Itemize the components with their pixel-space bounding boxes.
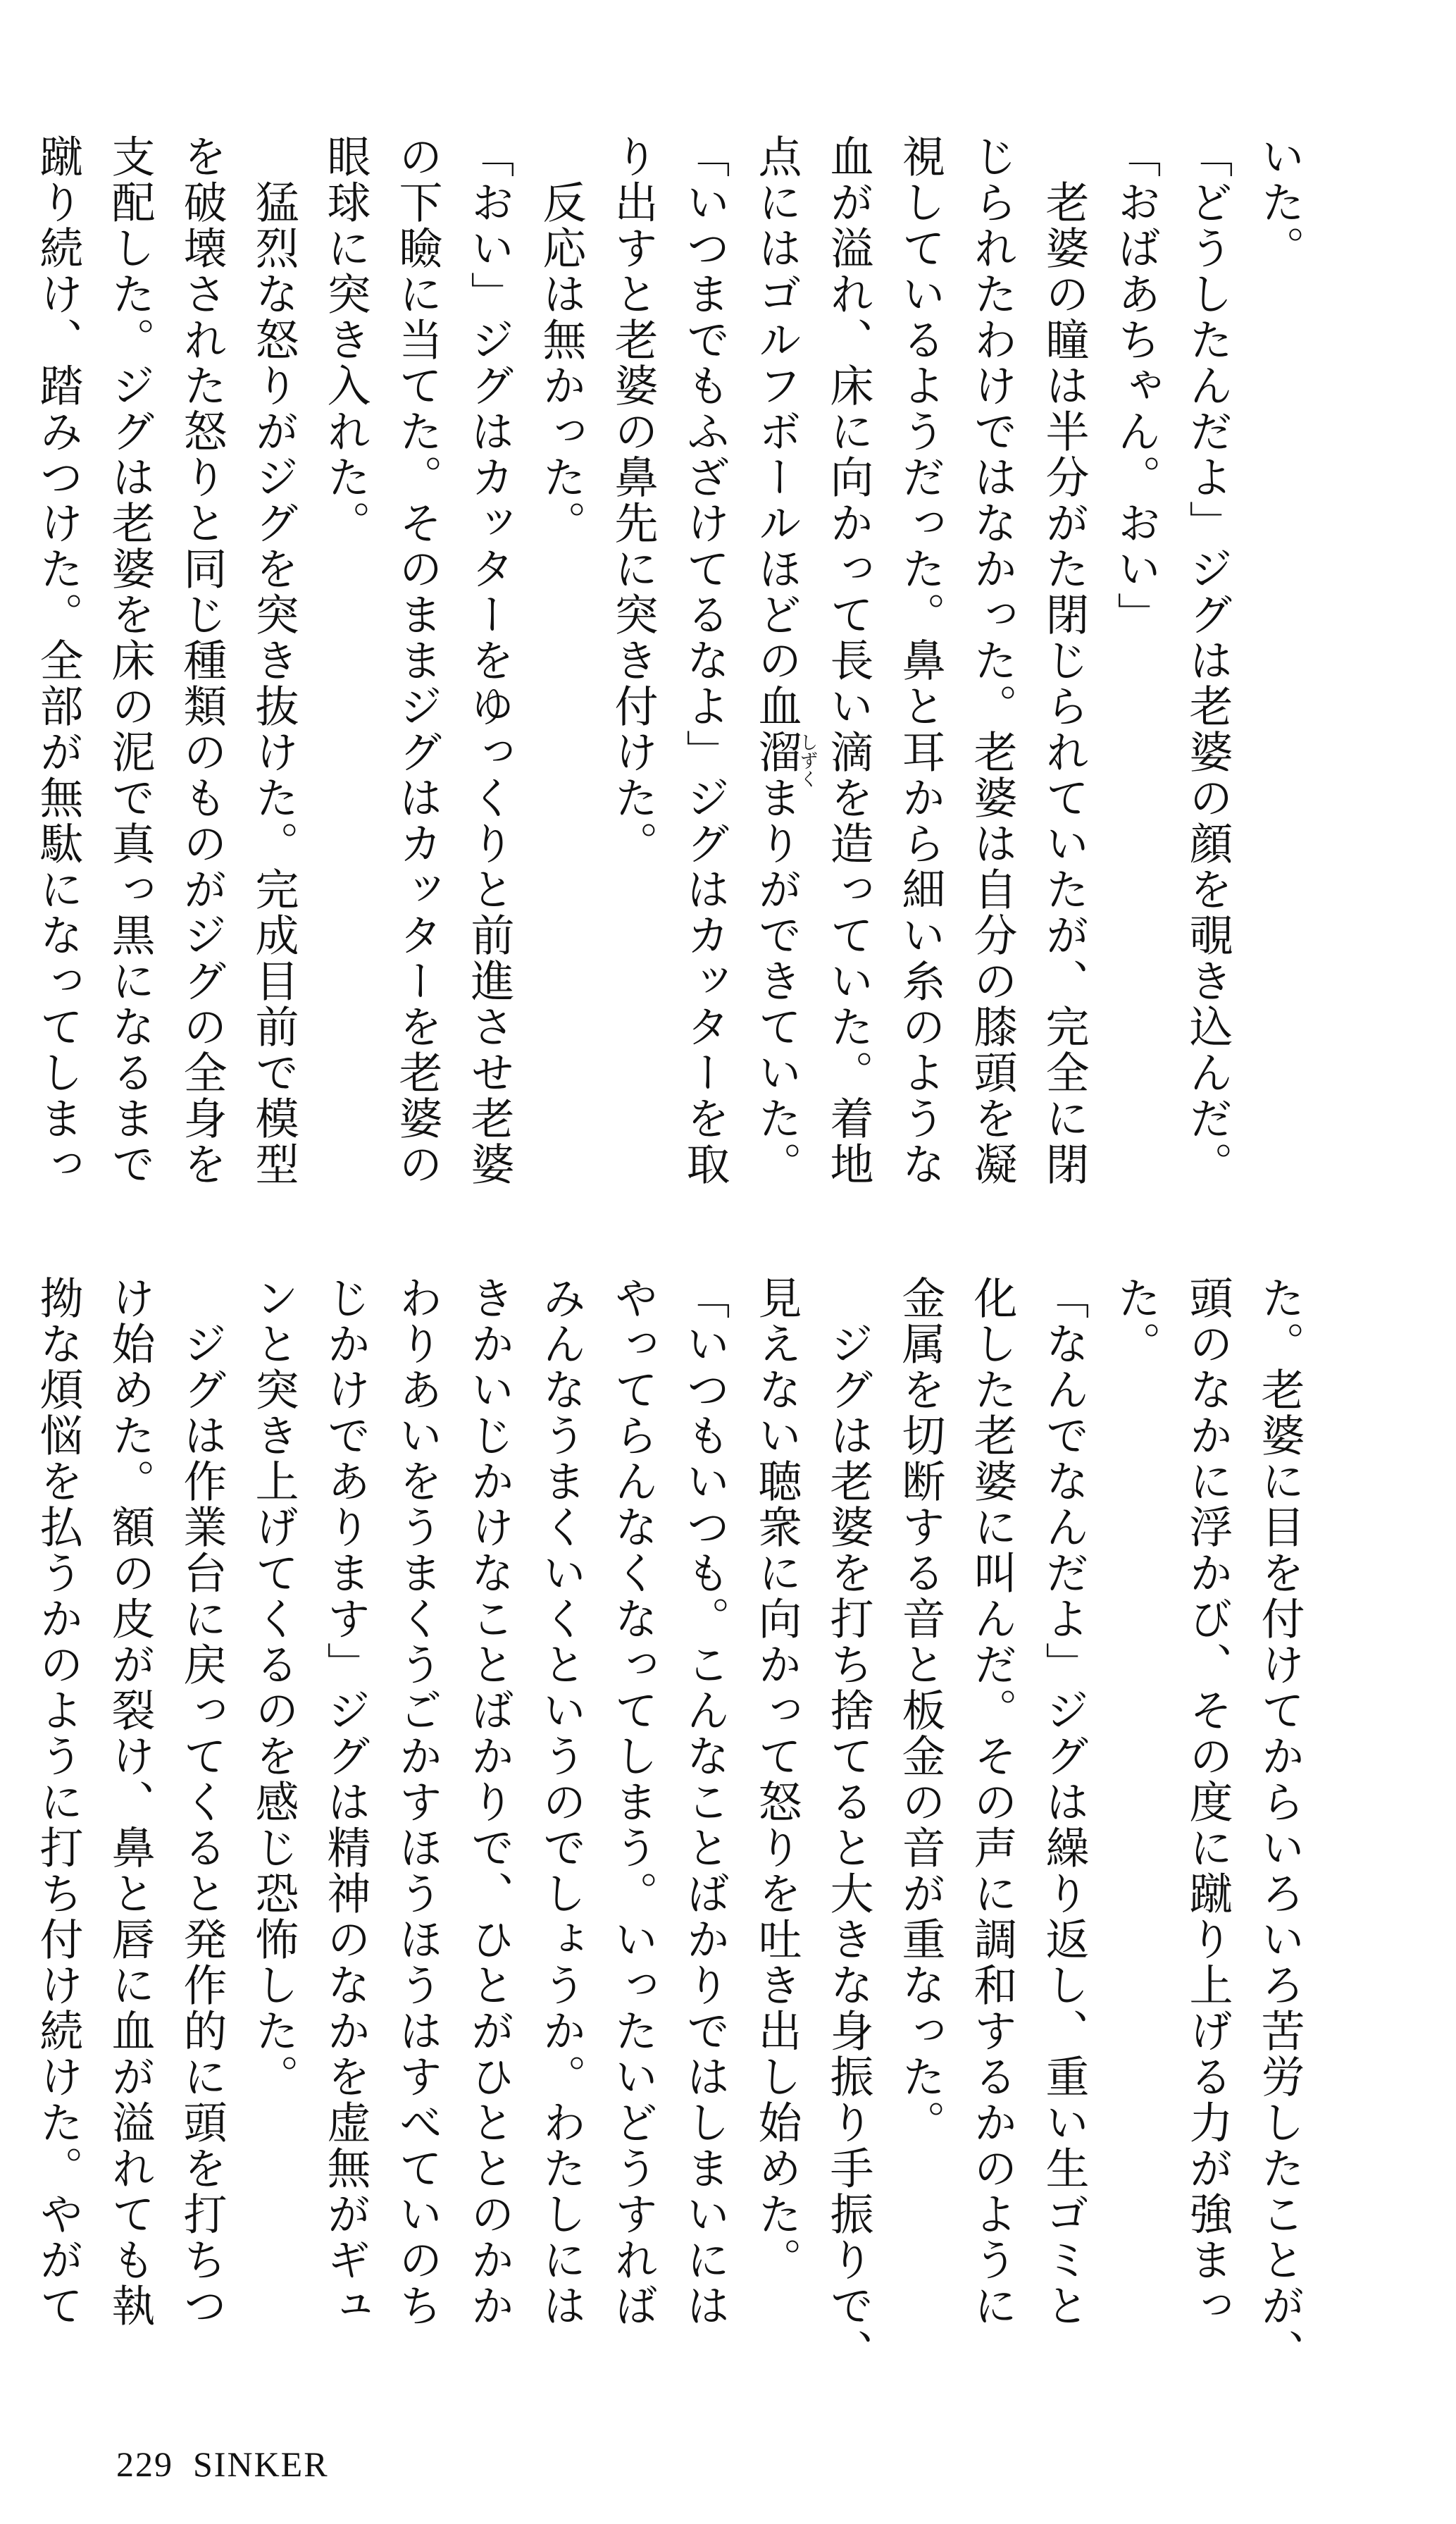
text-line: いた。 <box>1254 134 1305 271</box>
text-line: みんなうまくいくというのでしょうか。わたしには <box>535 1275 587 2329</box>
text-line: 猛烈な怒りがジグを突き抜けた。完成目前で模型 <box>248 134 299 1187</box>
text-line: 「いつもいつも。こんなことばかりではしまいには <box>679 1275 730 2329</box>
text-block-bottom <box>32 1275 1315 2375</box>
text-line: ンと突き上げてくるのを感じ恐怖した。 <box>248 1275 299 2100</box>
text-line: 拗な煩悩を払うかのように打ち付け続けた。やがて <box>32 1275 84 2329</box>
text-line: 「どうしたんだよ」ジグは老婆の顔を覗き込んだ。 <box>1182 134 1233 1187</box>
text-line: け始めた。額の皮が裂け、鼻と唇に血が溢れても執 <box>104 1275 156 2329</box>
ruby-annotation: しずく <box>797 733 818 788</box>
text-line: の下瞼に当てた。そのままジグはカッターを老婆の <box>392 134 443 1187</box>
text-line: を破壊された怒りと同じ種類のものがジグの全身を <box>176 134 228 1187</box>
text-line: じかけであります」ジグは精神のなかを虚無がギュ <box>320 1275 371 2329</box>
text-line: 「おい」ジグはカッターをゆっくりと前進させ老婆 <box>463 134 515 1187</box>
text-line: ジグは作業台に戻ってくると発作的に頭を打ちつ <box>176 1275 228 2329</box>
text-line: 化した老婆に叫んだ。その声に調和するかのように <box>966 1275 1018 2329</box>
text-line: た。 <box>1110 1275 1162 1367</box>
text-line: 金属を切断する音と板金の音が重なった。 <box>895 1275 946 2146</box>
text-line: 「おばあちゃん。おい」 <box>1110 134 1162 638</box>
text-line: 老婆の瞳は半分がた閉じられていたが、完全に閉 <box>1038 134 1090 1187</box>
text-line: 血が溢れ、床に向かって長い滴を造っていた。着地 <box>823 134 874 1187</box>
text-line: 点にはゴルフボールほどの血溜まりができていた。 <box>751 134 802 1187</box>
text-line: じられたわけではなかった。老婆は自分の膝頭を凝 <box>966 134 1018 1187</box>
text-line: ジグは老婆を打ち捨てると大きな身振り手振りで、 <box>823 1275 874 2375</box>
text-line: やってらんなくなってしまう。いったいどうすれば <box>607 1275 659 2329</box>
text-block-top <box>32 134 1315 1205</box>
text-line: 支配した。ジグは老婆を床の泥で真っ黒になるまで <box>104 134 156 1187</box>
page-number: 229 <box>116 2444 173 2484</box>
text-line: 「なんでなんだよ」ジグは繰り返し、重い生ゴミと <box>1038 1275 1090 2329</box>
text-line: 反応は無かった。 <box>535 134 587 546</box>
text-line: 眼球に突き入れた。 <box>320 134 371 546</box>
text-line: 頭のなかに浮かび、その度に蹴り上げる力が強まっ <box>1182 1275 1233 2329</box>
text-line: 蹴り続け、踏みつけた。全部が無駄になってしまっ <box>32 134 84 1187</box>
text-line: きかいじかけなことばかりで、ひとがひととのかか <box>463 1275 515 2329</box>
text-line: り出すと老婆の鼻先に突き付けた。 <box>607 134 659 867</box>
text-line: わりあいをうまくうごかすほうほうはすべていのち <box>392 1275 443 2329</box>
page-footer <box>116 2444 329 2485</box>
text-line: 視しているようだった。鼻と耳から細い糸のような <box>895 134 946 1187</box>
running-title: SINKER <box>193 2444 329 2484</box>
text-line: 見えない聴衆に向かって怒りを吐き出し始めた。 <box>751 1275 802 2283</box>
text-line: 「いつまでもふざけてるなよ」ジグはカッターを取 <box>679 134 730 1187</box>
text-line: た。老婆に目を付けてからいろいろ苦労したことが、 <box>1254 1275 1305 2375</box>
